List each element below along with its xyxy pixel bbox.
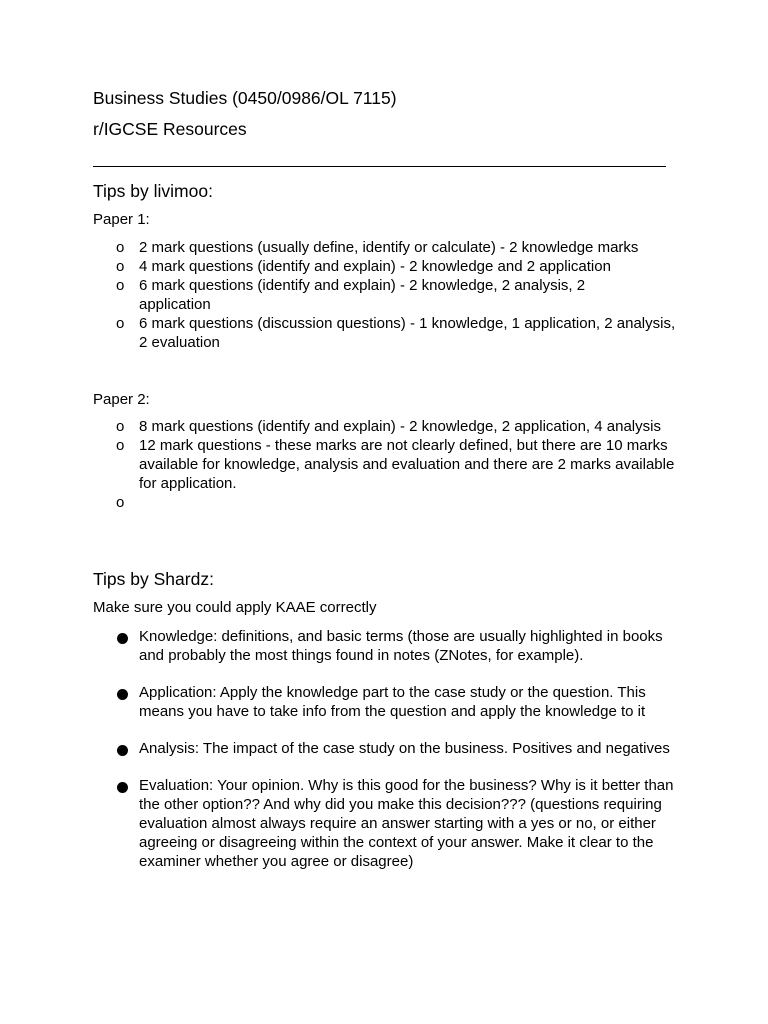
list-item: o 6 mark questions (discussion questions) - 1 knowledge, 1 application, 2 analysis, 2 evaluation [116, 315, 676, 351]
paper2-label: Paper 2: [93, 391, 150, 408]
section-intro: Make sure you could apply KAAE correctly [93, 599, 377, 616]
paper2-list [93, 417, 693, 512]
list-item: Knowledge: definitions, and basic terms (those are usually highlighted in books and probably the most things found in notes (ZNotes, for example). [93, 627, 679, 665]
horizontal-rule [93, 166, 666, 167]
filled-bullet-icon [117, 782, 128, 793]
circle-bullet-icon: o [116, 494, 125, 511]
section-heading-livimoo: Tips by livimoo: [93, 181, 213, 201]
list-item: Evaluation: Your opinion. Why is this good for the business? Why is it better than the other option?? And why did you make this decision??? (questions requiring evaluation almost always require an answer starting with a yes or no, or either agreeing or disagreeing within the context of your answer. Make it clear to the examiner whether you agree or disagree) [93, 776, 679, 871]
filled-bullet-icon [117, 689, 128, 700]
document-subtitle: r/IGCSE Resources [93, 119, 247, 139]
list-item: o 2 mark questions (usually define, identify or calculate) - 2 knowledge marks [116, 239, 639, 256]
circle-bullet-icon: o [116, 239, 125, 256]
list-item: o 8 mark questions (identify and explain) - 2 knowledge, 2 application, 4 analysis [116, 418, 661, 435]
circle-bullet-icon: o [116, 418, 125, 435]
circle-bullet-icon: o [116, 315, 125, 332]
circle-bullet-icon: o [116, 277, 125, 294]
circle-bullet-icon: o [116, 258, 125, 275]
circle-bullet-icon: o [116, 437, 125, 454]
paper1-list [93, 238, 693, 352]
list-item: Analysis: The impact of the case study on the business. Positives and negatives [93, 739, 679, 758]
filled-bullet-icon [117, 745, 128, 756]
filled-bullet-icon [117, 633, 128, 644]
list-item: o 6 mark questions (identify and explain) - 2 knowledge, 2 analysis, 2 application [116, 277, 586, 313]
list-item: o 4 mark questions (identify and explain) - 2 knowledge and 2 application [116, 258, 611, 275]
list-item: Application: Apply the knowledge part to the case study or the question. This means you have to take info from the question and apply the knowledge to it [93, 683, 694, 721]
section-heading-shardz: Tips by Shardz: [93, 569, 214, 589]
list-item: o 12 mark questions - these marks are not clearly defined, but there are 10 marks available for knowledge, analysis and evaluation and there are 2 marks available for application. [116, 437, 675, 492]
document-title: Business Studies (0450/0986/OL 7115) [93, 88, 397, 108]
kaae-list [93, 627, 693, 889]
list-item [93, 493, 693, 512]
paper1-label: Paper 1: [93, 211, 150, 228]
